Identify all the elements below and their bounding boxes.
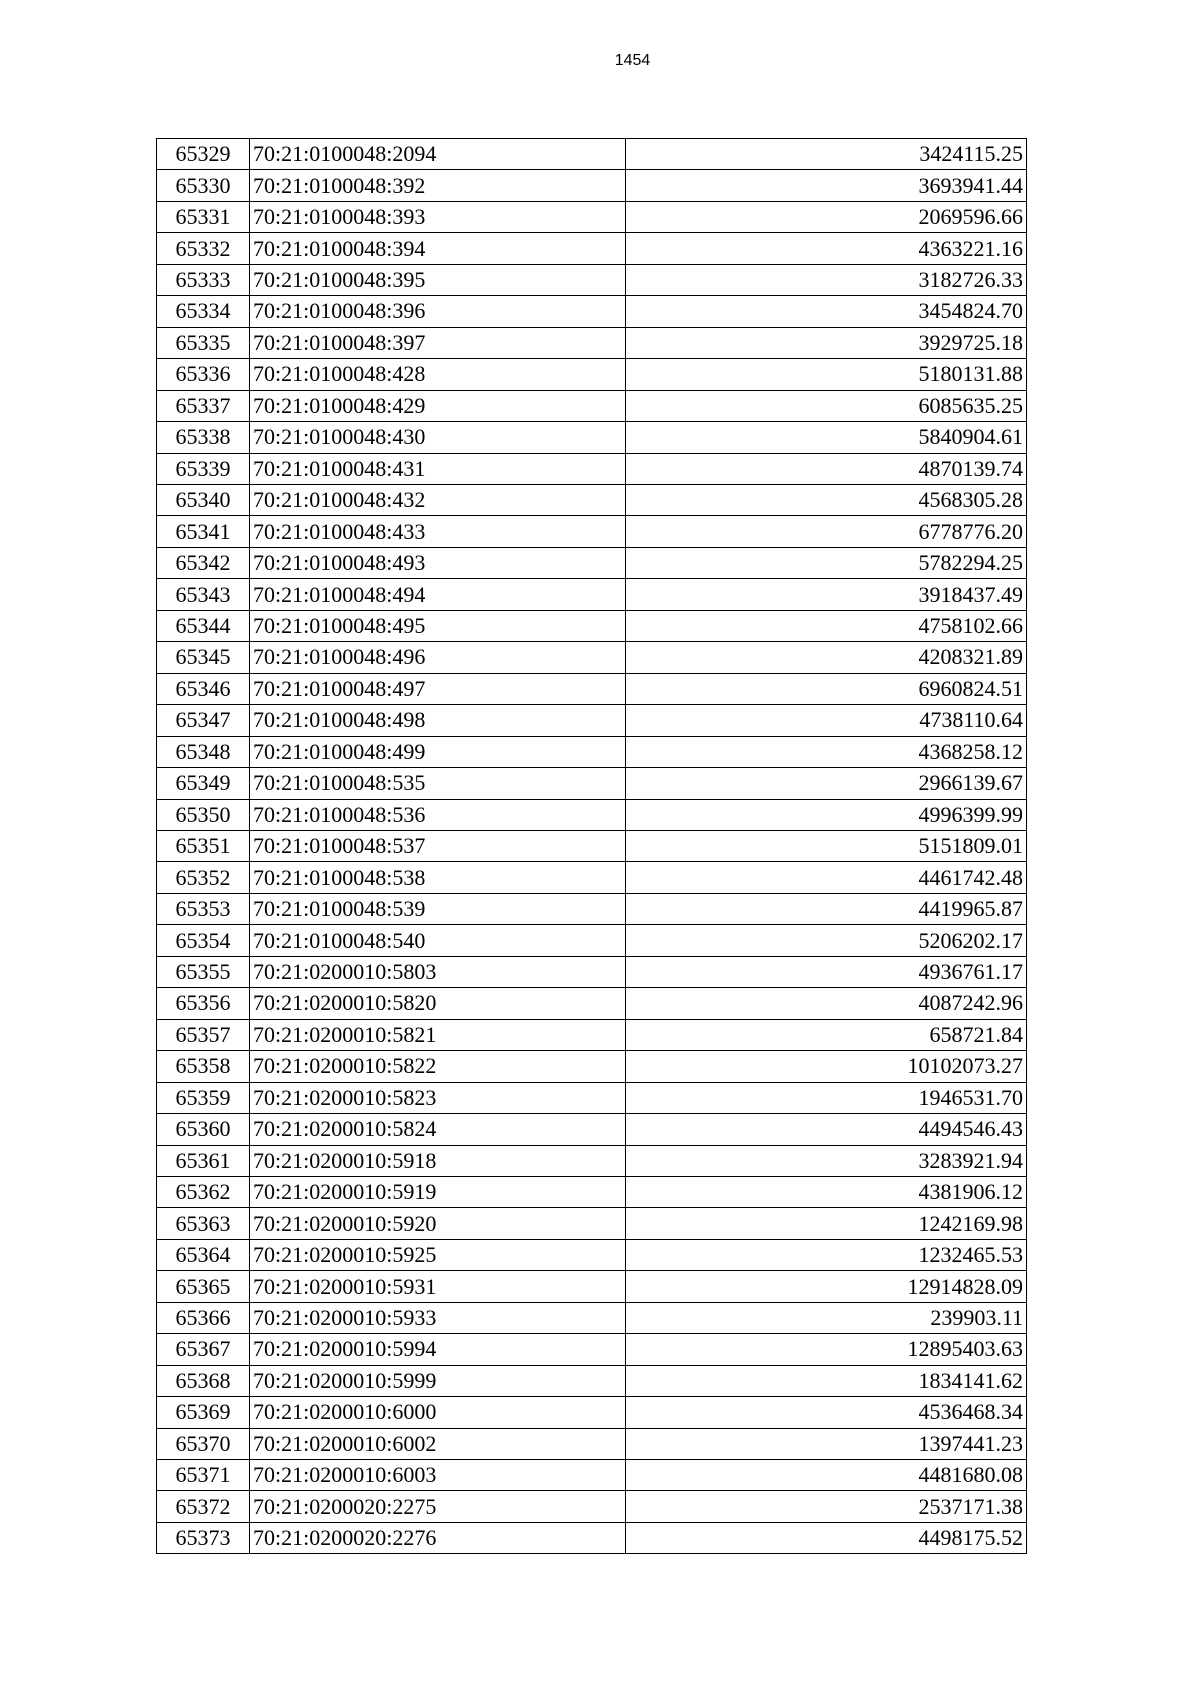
cadastral-value-cell: 4494546.43 [626, 1114, 1027, 1145]
cadastral-value-cell: 4870139.74 [626, 453, 1027, 484]
table-row [157, 1145, 1027, 1176]
row-number-cell: 65347 [157, 705, 250, 736]
cadastral-number-cell: 70:21:0100048:432 [250, 484, 626, 515]
cadastral-number-cell: 70:21:0200010:5918 [250, 1145, 626, 1176]
cadastral-value-cell: 12895403.63 [626, 1334, 1027, 1365]
row-number-cell: 65368 [157, 1365, 250, 1396]
cadastral-number-cell: 70:21:0200010:5999 [250, 1365, 626, 1396]
table-row [157, 1176, 1027, 1207]
row-number-cell: 65348 [157, 736, 250, 767]
row-number-cell: 65357 [157, 1019, 250, 1050]
table-row [157, 1397, 1027, 1428]
cadastral-number-cell: 70:21:0200020:2276 [250, 1522, 626, 1553]
cadastral-number-cell: 70:21:0100048:428 [250, 359, 626, 390]
cadastral-number-cell: 70:21:0200010:5925 [250, 1239, 626, 1270]
table-body [157, 139, 1027, 1554]
row-number-cell: 65351 [157, 830, 250, 861]
cadastral-value-cell: 4461742.48 [626, 862, 1027, 893]
row-number-cell: 65373 [157, 1522, 250, 1553]
cadastral-number-cell: 70:21:0200020:2275 [250, 1491, 626, 1522]
table-row [157, 1082, 1027, 1113]
cadastral-value-cell: 2537171.38 [626, 1491, 1027, 1522]
cadastral-value-cell: 4481680.08 [626, 1460, 1027, 1491]
cadastral-number-cell: 70:21:0100048:392 [250, 170, 626, 201]
cadastral-number-cell: 70:21:0100048:498 [250, 705, 626, 736]
row-number-cell: 65341 [157, 516, 250, 547]
cadastral-value-cell: 4758102.66 [626, 610, 1027, 641]
cadastral-number-cell: 70:21:0200010:5821 [250, 1019, 626, 1050]
row-number-cell: 65330 [157, 170, 250, 201]
cadastral-value-cell: 6778776.20 [626, 516, 1027, 547]
cadastral-value-cell: 3283921.94 [626, 1145, 1027, 1176]
cadastral-number-cell: 70:21:0100048:497 [250, 673, 626, 704]
table-row [157, 1019, 1027, 1050]
table-row [157, 1271, 1027, 1302]
cadastral-number-cell: 70:21:0200010:5820 [250, 988, 626, 1019]
cadastral-value-cell: 2966139.67 [626, 768, 1027, 799]
table-row [157, 862, 1027, 893]
row-number-cell: 65342 [157, 547, 250, 578]
row-number-cell: 65360 [157, 1114, 250, 1145]
cadastral-value-cell: 4363221.16 [626, 233, 1027, 264]
cadastral-value-cell: 4419965.87 [626, 893, 1027, 924]
cadastral-value-cell: 4208321.89 [626, 642, 1027, 673]
row-number-cell: 65339 [157, 453, 250, 484]
cadastral-number-cell: 70:21:0200010:5803 [250, 956, 626, 987]
table-row [157, 768, 1027, 799]
cadastral-value-cell: 5180131.88 [626, 359, 1027, 390]
page-number: 1454 [614, 52, 651, 69]
table-row [157, 139, 1027, 170]
cadastral-number-cell: 70:21:0100048:493 [250, 547, 626, 578]
table-row [157, 799, 1027, 830]
cadastral-number-cell: 70:21:0100048:538 [250, 862, 626, 893]
cadastral-value-cell: 6960824.51 [626, 673, 1027, 704]
cadastral-value-cell: 12914828.09 [626, 1271, 1027, 1302]
cadastral-value-cell: 4936761.17 [626, 956, 1027, 987]
table-row [157, 1114, 1027, 1145]
cadastral-value-cell: 4996399.99 [626, 799, 1027, 830]
row-number-cell: 65372 [157, 1491, 250, 1522]
row-number-cell: 65354 [157, 925, 250, 956]
table-row [157, 1239, 1027, 1270]
table-row [157, 736, 1027, 767]
table-row [157, 579, 1027, 610]
table-row [157, 1051, 1027, 1082]
cadastral-number-cell: 70:21:0200010:5920 [250, 1208, 626, 1239]
cadastral-number-cell: 70:21:0200010:5931 [250, 1271, 626, 1302]
cadastral-number-cell: 70:21:0100048:499 [250, 736, 626, 767]
table-row [157, 642, 1027, 673]
row-number-cell: 65353 [157, 893, 250, 924]
cadastral-value-cell: 5782294.25 [626, 547, 1027, 578]
row-number-cell: 65337 [157, 390, 250, 421]
cadastral-value-cell: 4738110.64 [626, 705, 1027, 736]
cadastral-value-cell: 1232465.53 [626, 1239, 1027, 1270]
cadastral-value-cell: 1834141.62 [626, 1365, 1027, 1396]
cadastral-number-cell: 70:21:0100048:397 [250, 327, 626, 358]
cadastral-value-cell: 4498175.52 [626, 1522, 1027, 1553]
row-number-cell: 65340 [157, 484, 250, 515]
row-number-cell: 65361 [157, 1145, 250, 1176]
row-number-cell: 65367 [157, 1334, 250, 1365]
cadastral-number-cell: 70:21:0100048:429 [250, 390, 626, 421]
row-number-cell: 65333 [157, 264, 250, 295]
table-row [157, 1365, 1027, 1396]
table-row [157, 201, 1027, 232]
cadastral-number-cell: 70:21:0100048:535 [250, 768, 626, 799]
row-number-cell: 65346 [157, 673, 250, 704]
cadastral-value-cell: 3454824.70 [626, 296, 1027, 327]
table-row [157, 296, 1027, 327]
cadastral-number-cell: 70:21:0200010:5823 [250, 1082, 626, 1113]
row-number-cell: 65356 [157, 988, 250, 1019]
cadastral-number-cell: 70:21:0100048:396 [250, 296, 626, 327]
row-number-cell: 65365 [157, 1271, 250, 1302]
table-row [157, 893, 1027, 924]
cadastral-number-cell: 70:21:0100048:536 [250, 799, 626, 830]
table-row [157, 1302, 1027, 1333]
row-number-cell: 65336 [157, 359, 250, 390]
cadastral-number-cell: 70:21:0200010:5824 [250, 1114, 626, 1145]
row-number-cell: 65359 [157, 1082, 250, 1113]
cadastral-number-cell: 70:21:0200010:6002 [250, 1428, 626, 1459]
row-number-cell: 65358 [157, 1051, 250, 1082]
table-row [157, 1428, 1027, 1459]
cadastral-value-cell: 2069596.66 [626, 201, 1027, 232]
cadastral-number-cell: 70:21:0100048:393 [250, 201, 626, 232]
table-row [157, 453, 1027, 484]
cadastral-number-cell: 70:21:0100048:395 [250, 264, 626, 295]
cadastral-number-cell: 70:21:0100048:430 [250, 422, 626, 453]
cadastral-value-table [156, 138, 1027, 1554]
cadastral-number-cell: 70:21:0200010:5822 [250, 1051, 626, 1082]
row-number-cell: 65370 [157, 1428, 250, 1459]
row-number-cell: 65338 [157, 422, 250, 453]
cadastral-value-cell: 239903.11 [626, 1302, 1027, 1333]
cadastral-number-cell: 70:21:0100048:2094 [250, 139, 626, 170]
cadastral-value-cell: 658721.84 [626, 1019, 1027, 1050]
cadastral-number-cell: 70:21:0100048:540 [250, 925, 626, 956]
table-row [157, 1491, 1027, 1522]
table-row [157, 1208, 1027, 1239]
cadastral-number-cell: 70:21:0200010:5994 [250, 1334, 626, 1365]
table-row [157, 956, 1027, 987]
cadastral-number-cell: 70:21:0100048:494 [250, 579, 626, 610]
row-number-cell: 65332 [157, 233, 250, 264]
cadastral-number-cell: 70:21:0200010:6003 [250, 1460, 626, 1491]
cadastral-number-cell: 70:21:0200010:5919 [250, 1176, 626, 1207]
cadastral-value-cell: 3424115.25 [626, 139, 1027, 170]
cadastral-value-cell: 1397441.23 [626, 1428, 1027, 1459]
cadastral-value-cell: 4536468.34 [626, 1397, 1027, 1428]
cadastral-value-cell: 6085635.25 [626, 390, 1027, 421]
table-row [157, 1460, 1027, 1491]
cadastral-number-cell: 70:21:0100048:539 [250, 893, 626, 924]
cadastral-value-cell: 3929725.18 [626, 327, 1027, 358]
cadastral-value-cell: 5151809.01 [626, 830, 1027, 861]
cadastral-number-cell: 70:21:0100048:496 [250, 642, 626, 673]
table-row [157, 925, 1027, 956]
row-number-cell: 65369 [157, 1397, 250, 1428]
table-row [157, 170, 1027, 201]
table-row [157, 359, 1027, 390]
table-row [157, 516, 1027, 547]
table-row [157, 264, 1027, 295]
row-number-cell: 65331 [157, 201, 250, 232]
cadastral-value-cell: 1242169.98 [626, 1208, 1027, 1239]
cadastral-number-cell: 70:21:0100048:495 [250, 610, 626, 641]
table-row [157, 610, 1027, 641]
cadastral-number-cell: 70:21:0100048:433 [250, 516, 626, 547]
cadastral-value-cell: 3693941.44 [626, 170, 1027, 201]
table-row [157, 1334, 1027, 1365]
row-number-cell: 65344 [157, 610, 250, 641]
cadastral-number-cell: 70:21:0200010:6000 [250, 1397, 626, 1428]
cadastral-value-cell: 4568305.28 [626, 484, 1027, 515]
table-row [157, 673, 1027, 704]
table-row [157, 988, 1027, 1019]
table-row [157, 705, 1027, 736]
cadastral-value-cell: 5206202.17 [626, 925, 1027, 956]
table-row [157, 1522, 1027, 1553]
table-row [157, 327, 1027, 358]
row-number-cell: 65352 [157, 862, 250, 893]
cadastral-value-cell: 4087242.96 [626, 988, 1027, 1019]
table-row [157, 830, 1027, 861]
row-number-cell: 65355 [157, 956, 250, 987]
table-row [157, 233, 1027, 264]
row-number-cell: 65366 [157, 1302, 250, 1333]
row-number-cell: 65350 [157, 799, 250, 830]
cadastral-value-cell: 1946531.70 [626, 1082, 1027, 1113]
row-number-cell: 65329 [157, 139, 250, 170]
row-number-cell: 65362 [157, 1176, 250, 1207]
cadastral-value-cell: 4381906.12 [626, 1176, 1027, 1207]
table-row [157, 547, 1027, 578]
row-number-cell: 65335 [157, 327, 250, 358]
cadastral-value-cell: 10102073.27 [626, 1051, 1027, 1082]
cadastral-number-cell: 70:21:0100048:537 [250, 830, 626, 861]
table-row [157, 422, 1027, 453]
cadastral-number-cell: 70:21:0100048:394 [250, 233, 626, 264]
row-number-cell: 65345 [157, 642, 250, 673]
cadastral-number-cell: 70:21:0100048:431 [250, 453, 626, 484]
cadastral-value-cell: 3182726.33 [626, 264, 1027, 295]
row-number-cell: 65334 [157, 296, 250, 327]
table-row [157, 484, 1027, 515]
row-number-cell: 65364 [157, 1239, 250, 1270]
cadastral-value-cell: 3918437.49 [626, 579, 1027, 610]
cadastral-value-cell: 4368258.12 [626, 736, 1027, 767]
row-number-cell: 65349 [157, 768, 250, 799]
cadastral-value-cell: 5840904.61 [626, 422, 1027, 453]
row-number-cell: 65371 [157, 1460, 250, 1491]
row-number-cell: 65343 [157, 579, 250, 610]
table-row [157, 390, 1027, 421]
row-number-cell: 65363 [157, 1208, 250, 1239]
cadastral-number-cell: 70:21:0200010:5933 [250, 1302, 626, 1333]
